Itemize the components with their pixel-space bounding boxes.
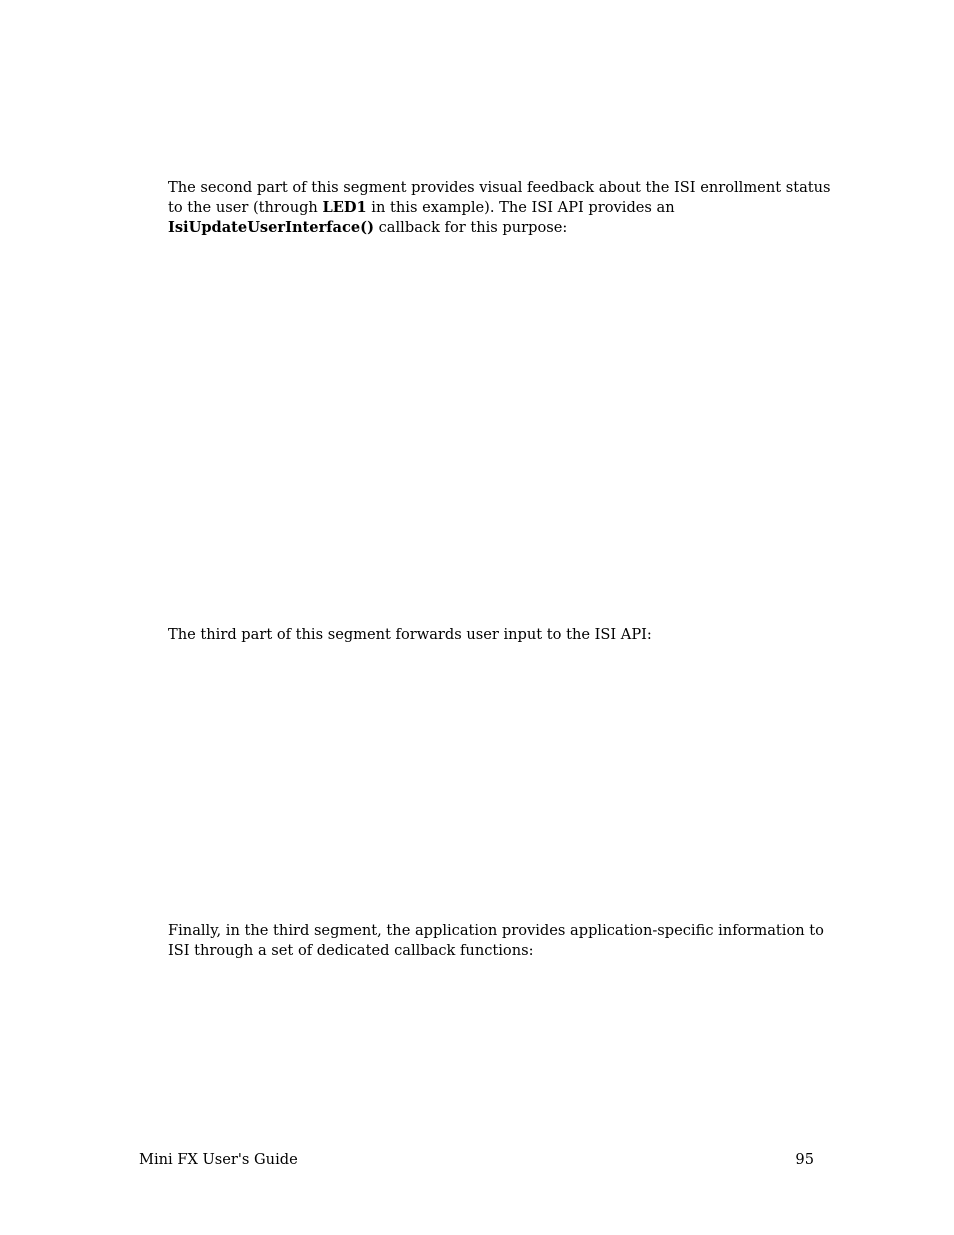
paragraph-line	[168, 198, 818, 218]
bold-term-led1: LED1	[322, 199, 367, 216]
paragraph-user-input	[168, 625, 818, 645]
text-run: in this example). The ISI API provides an	[366, 199, 675, 216]
paragraph-line: ISI through a set of dedicated callback functions:	[168, 942, 534, 959]
paragraph-line	[168, 218, 818, 238]
footer-page-number: 95	[795, 1151, 814, 1168]
paragraph-line: The third part of this segment forwards user input to the ISI API:	[168, 626, 652, 643]
text-run: to the user (through	[168, 199, 323, 216]
paragraph-callbacks	[168, 921, 824, 961]
paragraph-line: The second part of this segment provides visual feedback about the ISI enrollment status	[168, 179, 831, 196]
bold-term-isiupdateuserinterface: IsiUpdateUserInterface()	[168, 219, 374, 236]
footer-document-title: Mini FX User's Guide	[139, 1151, 298, 1168]
text-run: callback for this purpose:	[374, 219, 568, 236]
paragraph-line: Finally, in the third segment, the application provides application-specific information to	[168, 922, 824, 939]
paragraph-isi-feedback	[168, 178, 831, 238]
